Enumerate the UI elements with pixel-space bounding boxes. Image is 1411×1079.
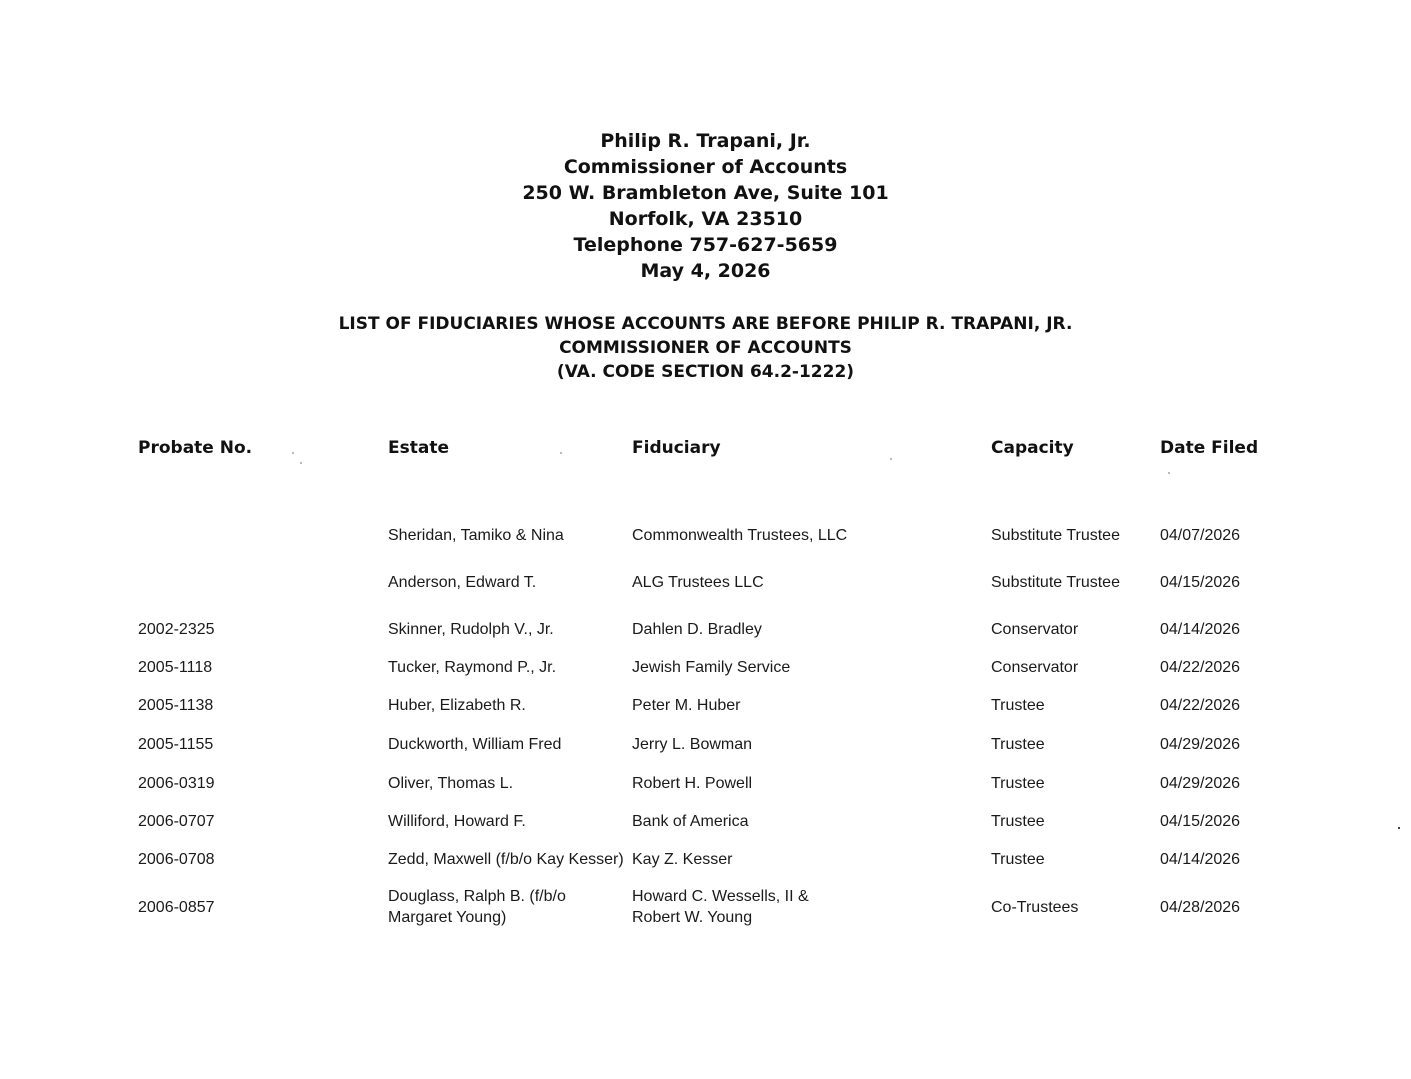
estate-cell: Tucker, Raymond P., Jr. [388,659,557,676]
capacity-cell: Conservator [991,659,1079,676]
scan-speck [560,452,562,454]
date-filed-cell: 04/15/2026 [1160,813,1241,830]
probate-number-cell: 2005-1118 [138,659,213,676]
capacity-cell: Trustee [991,813,1045,830]
capacity-cell: Trustee [991,697,1045,714]
commissioner-office: Commissioner of Accounts [563,156,848,178]
estate-cell: Sheridan, Tamiko & Nina [388,527,564,544]
estate-cell: Williford, Howard F. [388,813,526,830]
estate-cell: Anderson, Edward T. [388,574,537,591]
estate-cell: Douglass, Ralph B. (f/b/o [388,888,566,905]
office-city-state-zip: Norfolk, VA 23510 [608,208,803,230]
scan-speck [300,462,302,464]
date-filed-cell: 04/22/2026 [1160,659,1241,676]
capacity-cell: Conservator [991,621,1079,638]
date-filed-cell: 04/29/2026 [1160,736,1241,753]
document-title-line-3: (VA. CODE SECTION 64.2-1222) [556,362,855,382]
date-filed-cell: 04/07/2026 [1160,527,1241,544]
column-header-estate: Estate [388,438,449,458]
estate-cell: Margaret Young) [388,909,507,926]
estate-cell: Huber, Elizabeth R. [388,697,526,714]
scan-speck [1168,472,1170,474]
capacity-cell: Co-Trustees [991,899,1079,916]
date-filed-cell: 04/14/2026 [1160,851,1241,868]
fiduciary-cell: Commonwealth Trustees, LLC [632,527,848,544]
scan-speck [1398,827,1400,829]
probate-number-cell: 2006-0319 [138,775,215,792]
probate-number-cell: 2005-1155 [138,736,214,753]
estate-cell: Duckworth, William Fred [388,736,562,753]
document-title-block [0,312,1411,384]
estate-cell: Zedd, Maxwell (f/b/o Kay Kesser) [388,851,624,868]
commissioner-address-block [0,128,1411,284]
capacity-cell: Substitute Trustee [991,527,1120,544]
scan-speck [292,452,294,454]
fiduciary-cell: Jerry L. Bowman [632,736,753,753]
capacity-cell: Substitute Trustee [991,574,1120,591]
capacity-cell: Trustee [991,775,1045,792]
office-telephone: Telephone 757-627-5659 [573,234,838,256]
document-title-line-1: LIST OF FIDUCIARIES WHOSE ACCOUNTS ARE BEFORE PHILIP R. TRAPANI, JR. [338,314,1073,334]
office-street-address: 250 W. Brambleton Ave, Suite 101 [522,182,889,204]
date-filed-cell: 04/14/2026 [1160,621,1241,638]
column-header-fiduciary: Fiduciary [632,438,721,458]
date-filed-cell: 04/22/2026 [1160,697,1241,714]
fiduciary-cell: Robert W. Young [632,909,753,926]
estate-cell: Skinner, Rudolph V., Jr. [388,621,554,638]
date-filed-cell: 04/28/2026 [1160,899,1241,916]
fiduciary-cell: Peter M. Huber [632,697,741,714]
fiduciary-cell: Jewish Family Service [632,659,791,676]
fiduciary-cell: Howard C. Wessells, II & [632,888,809,905]
probate-number-cell: 2006-0707 [138,813,215,830]
commissioner-name: Philip R. Trapani, Jr. [600,130,811,152]
fiduciary-cell: Robert H. Powell [632,775,753,792]
fiduciary-cell: Kay Z. Kesser [632,851,733,868]
fiduciary-cell: ALG Trustees LLC [632,574,764,591]
probate-number-cell: 2006-0857 [138,899,215,916]
document-title-line-2: COMMISSIONER OF ACCOUNTS [559,338,852,358]
capacity-cell: Trustee [991,736,1045,753]
date-filed-cell: 04/15/2026 [1160,574,1241,591]
capacity-cell: Trustee [991,851,1045,868]
column-header-probate-no: Probate No. [138,438,253,458]
fiduciary-cell: Dahlen D. Bradley [632,621,762,638]
column-header-capacity: Capacity [991,438,1074,458]
probate-number-cell: 2002-2325 [138,621,215,638]
probate-number-cell: 2005-1138 [138,697,214,714]
probate-number-cell: 2006-0708 [138,851,215,868]
estate-cell: Oliver, Thomas L. [388,775,514,792]
fiduciary-cell: Bank of America [632,813,749,830]
date-filed-cell: 04/29/2026 [1160,775,1241,792]
document-date: May 4, 2026 [640,260,771,282]
column-header-date-filed: Date Filed [1160,438,1259,458]
scan-speck [890,458,892,460]
